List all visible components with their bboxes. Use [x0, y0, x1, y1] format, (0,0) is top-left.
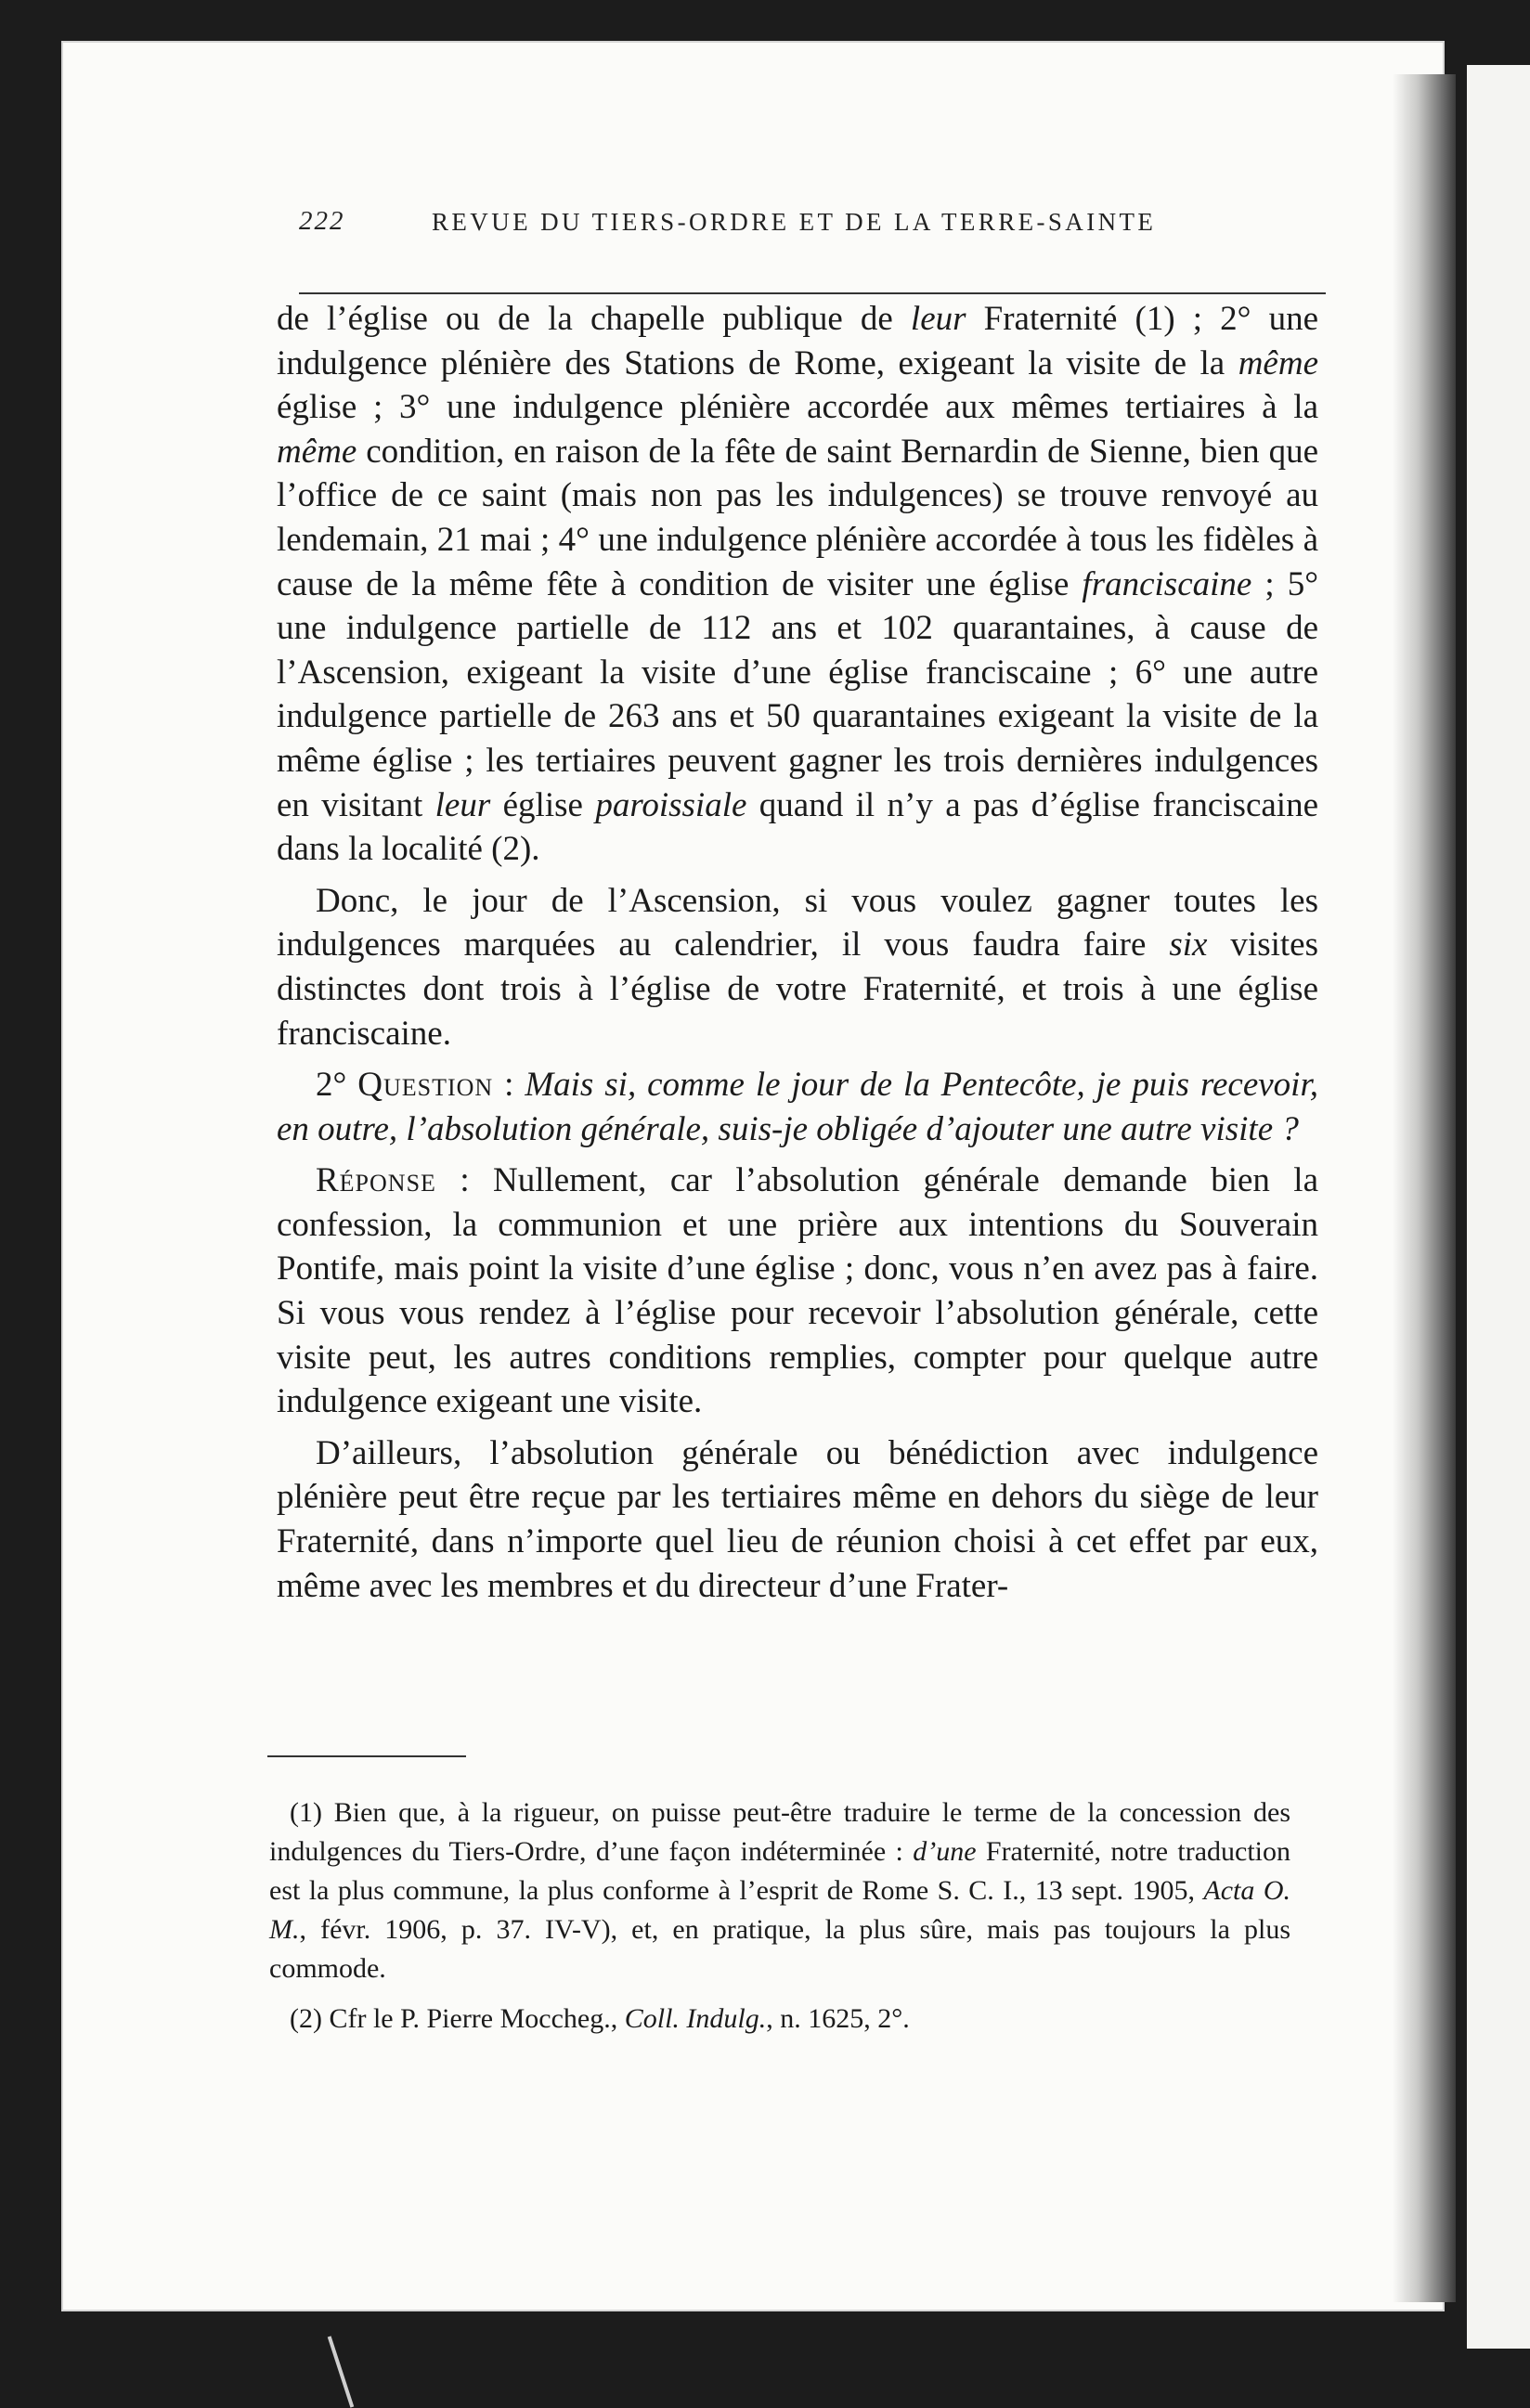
- page-header: [299, 206, 1331, 243]
- paragraph-absolution-location: D’ailleurs, l’absolution générale ou bénédiction avec indulgence plénière peut être reçue par les tertiaires même en dehors du siège de leur Fraternité, dans n’importe quel lieu de réunion choisi à cet effet par eux, même avec les membres et du directeur d’une Frater-: [277, 1433, 1318, 1605]
- page-binding-shadow: [1393, 74, 1456, 2302]
- question-2: 2° Question : Mais si, comme le jour de la Pentecôte, je puis recevoir, en outre, l’absolution générale, suis-je obligée d’ajouter une autre visite ?: [277, 1066, 1318, 1148]
- answer-2: Réponse : Nullement, car l’absolution générale demande bien la confession, la communion et une prière aux intentions du Souverain Pontife, mais point la visite d’une église ; donc, vous n’en avez pas à faire. Si vous vous rendez à l’église pour recevoir l’absolution générale, cette visite peut, les autres conditions remplies, compter pour quelque autre indulgence exigeant une visite.: [277, 1161, 1318, 1421]
- question-label: Question: [357, 1066, 494, 1105]
- facing-page-edge: [1467, 65, 1530, 2349]
- scan-artifact-line: [328, 2336, 355, 2407]
- footnote-1: (1) Bien que, à la rigueur, on puisse peut-être traduire le terme de la concession des indulgences du Tiers-Ordre, d’une façon indéterminée : d’une Fraternité, notre traduction est la plus commune, la plus conforme à l’esprit de Rome S. C. I., 13 sept. 1905, Acta O. M., févr. 1906, p. 37. IV-V), et, en pratique, la plus sûre, mais pas toujours la plus commode.: [269, 1797, 1291, 1984]
- footnotes: [269, 1793, 1290, 2039]
- question-text: Mais si, comme le jour de la Pentecôte, je puis recevoir, en outre, l’absolution générale, suis-je obligée d’ajouter une autre visite ?: [277, 1066, 1318, 1148]
- footnote-rule: [267, 1755, 466, 1757]
- paragraph-ascension-visits: Donc, le jour de l’Ascension, si vous voulez gagner toutes les indulgences marquées au calendrier, il vous faudra faire six visites distinctes dont trois à l’église de votre Fraternité, et trois à une église franciscaine.: [277, 881, 1318, 1053]
- answer-text: Nullement, car l’absolution générale demande bien la confession, la communion et une prière aux intentions du Souverain Pontife, mais point la visite d’une église ; donc, vous n’en avez pas à faire. Si vous vous rendez à l’église pour recevoir l’absolution générale, cette visite peut, les autres conditions remplies, compter pour quelque autre indulgence exigeant une visite.: [277, 1161, 1318, 1421]
- paragraph-indulgences-list: de l’église ou de la chapelle publique de leur Fraternité (1) ; 2° une indulgence plénière des Stations de Rome, exigeant la visite de la même église ; 3° une indulgence plénière accordée aux mêmes tertiaires à la même condition, en raison de la fête de saint Bernardin de Sienne, bien que l’office de ce saint (mais non pas les indulgences) se trouve renvoyé au lendemain, 21 mai ; 4° une indulgence plénière accordée à tous les fidèles à cause de la même fête à condition de visiter une église franciscaine ; 5° une indulgence partielle de 112 ans et 102 quarantaines, à cause de l’Ascension, exigeant la visite d’une église franciscaine ; 6° une autre indulgence partielle de 263 ans et 50 quarantaines exigeant la visite de la même église ; les tertiaires peuvent gagner les trois dernières indulgences en visitant leur église paroissiale quand il n’y a pas d’église franciscaine dans la localité (2).: [277, 300, 1319, 869]
- running-head: REVUE DU TIERS-ORDRE ET DE LA TERRE-SAINTE: [432, 208, 1157, 236]
- answer-label: Réponse: [316, 1161, 436, 1200]
- header-rule: [299, 292, 1326, 294]
- body-text: [277, 297, 1318, 1608]
- page-number: 222: [299, 206, 345, 236]
- footnote-2: (2) Cfr le P. Pierre Moccheg., Coll. Indulg., n. 1625, 2°.: [290, 2003, 910, 2034]
